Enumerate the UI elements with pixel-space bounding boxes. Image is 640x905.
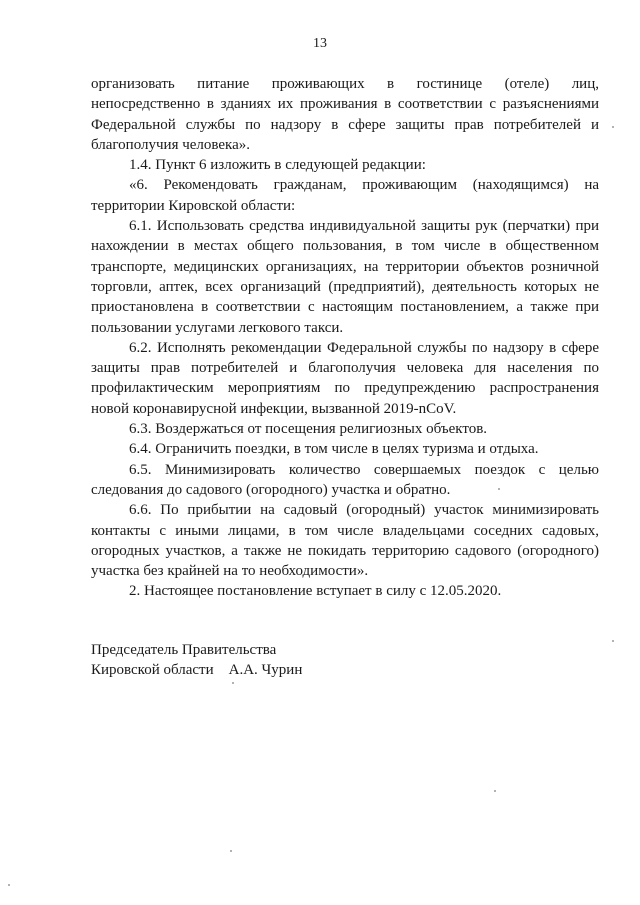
scan-speck — [230, 850, 232, 852]
scan-speck — [232, 682, 234, 684]
signature-title: Председатель Правительства — [91, 642, 277, 658]
paragraph-6-2: 6.2. Исполнять рекомендации Федеральной службы по надзору в сфере защиты прав потребителей и благополучия человека для населения по профилактическим мероприятиям по предупреждению распространения новой коронавирусной инфекции, вызванной 2019-nCoV. — [91, 339, 599, 417]
paragraph-2: 2. Настоящее постановление вступает в силу с 12.05.2020. — [129, 583, 502, 600]
paragraph-6-1: 6.1. Использовать средства индивидуальной защиты рук (перчатки) при нахождении в местах общего пользования, в том числе в общественном транспорте, медицинских организациях, на территории объектов розничной торговли, аптек, всех организаций (предприятий), деятельность которых не приостановлена в соответствии с настоящим постановлением, а также при пользовании услугами легкового такси. — [91, 218, 599, 336]
paragraph-continuation: организовать питание проживающих в гостинице (отеле) лиц, непосредственно в зданиях их проживания в соответствии с разъяснениями Федеральной службы по надзору в сфере защиты прав потребителей и благополучия человека». — [91, 76, 599, 153]
paragraph-6-5: 6.5. Минимизировать количество совершаемых поездок с целью следования до садового (огородного) участка и обратно. — [91, 461, 599, 498]
signature-block — [91, 640, 471, 680]
paragraph-6: «6. Рекомендовать гражданам, проживающим (находящимся) на территории Кировской области: — [91, 177, 599, 214]
scan-speck — [612, 640, 614, 642]
signature-name: Кировской области А.А. Чурин — [91, 662, 303, 678]
page-number: 13 — [313, 36, 327, 51]
scan-speck — [498, 488, 500, 490]
paragraph-6-3: 6.3. Воздержаться от посещения религиозных объектов. — [129, 421, 488, 438]
document-body — [91, 74, 599, 602]
paragraph-6-4: 6.4. Ограничить поездки, в том числе в целях туризма и отдыха. — [129, 441, 539, 458]
scan-speck — [494, 790, 496, 792]
scan-speck — [612, 126, 614, 128]
scan-speck — [8, 884, 10, 886]
paragraph-1-4: 1.4. Пункт 6 изложить в следующей редакции: — [129, 157, 426, 174]
paragraph-6-6: 6.6. По прибытии на садовый (огородный) участок минимизировать контакты с иными лицами, в том числе владельцами соседних садовых, огородных участков, а также не покидать территорию садового (огородного) участка без крайней на то необходимости». — [91, 502, 599, 580]
